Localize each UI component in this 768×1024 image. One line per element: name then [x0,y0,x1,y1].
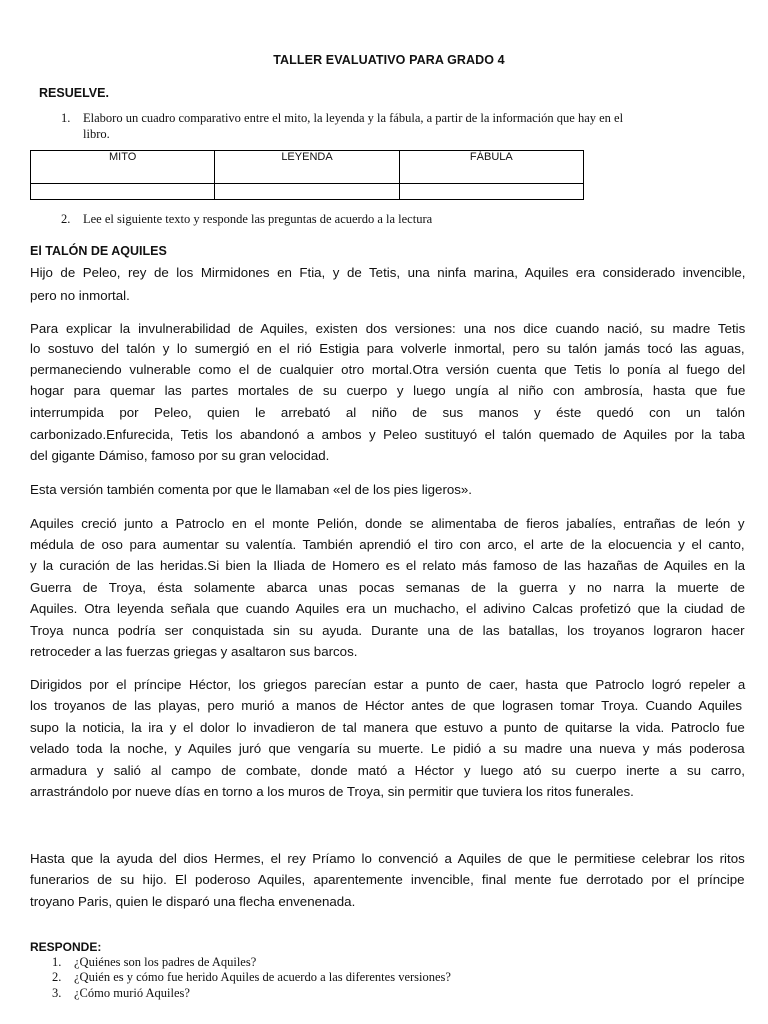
story-line: pero no inmortal. [30,288,130,303]
story-line: hogar para quemar las partes mortales de su cuerpo y luego ungía al niño con ambrosía, hasta que fue [30,383,746,398]
page-title: TALLER EVALUATIVO PARA GRADO 4 [273,53,505,67]
story-line: interrumpida por Peleo, quien le arrebató al niño de sus manos y éste quedó con un talón [30,405,746,420]
question-number: 1. [52,955,62,969]
story-line: permaneciendo vulnerable como el de cualquier otro mortal.Otra versión cuenta que Tetis lo ponía al fuego del [30,362,746,377]
story-line: los troyanos de las playas, pero murió a manos de Héctor antes de que lograsen tomar Troya. Cuando Aquiles [30,698,743,713]
story-line: Dirigidos por el príncipe Héctor, los griegos parecían estar a punto de caer, hasta que Patroclo logró repeler a [30,677,746,692]
comparison-table [30,150,584,200]
question-number: 2. [52,970,62,984]
story-line: Hijo de Peleo, rey de los Mirmidones en Ftia, y de Tetis, una ninfa marina, Aquiles era considerado invencible, [30,265,746,280]
table-header-fabula: FÁBULA [399,151,583,184]
story-line: Aquiles. Otra leyenda señala que cuando Aquiles era un muchacho, el adivino Calcas profetizó que la ciudad de [30,601,746,616]
responde-heading: RESPONDE: [30,940,102,954]
task-2-number: 2. [61,212,71,226]
story-line: troyano Paris, quien le disparó una flecha envenenada. [30,894,356,909]
story-line: Troya nunca podría ser conquistada sin su ayuda. Durante una de las batallas, los troyanos lograron hacer [30,623,745,638]
table-cell [399,184,583,200]
story-line: Para explicar la invulnerabilidad de Aquiles, existen dos versiones: una nos dice cuando nació, su madre Tetis [30,321,746,336]
task-1-line-1: Elaboro un cuadro comparativo entre el mito, la leyenda y la fábula, a partir de la información que hay en el [83,111,624,125]
story-line: Hasta que la ayuda del dios Hermes, el rey Príamo lo convenció a Aquiles de que le permitiese celebrar los ritos [30,851,745,866]
story-line: arrastrándolo por nueve días en torno a los muros de Troya, sin permitir que tuviera los ritos funerales. [30,784,634,799]
story-line: Esta versión también comenta por que le llamaban «el de los pies ligeros». [30,482,473,497]
task-1-number: 1. [61,111,71,125]
task-2-text: Lee el siguiente texto y responde las preguntas de acuerdo a la lectura [83,212,433,226]
story-line: carbonizado.Enfurecida, Tetis los abandonó a ambos y Peleo sustituyó el talón quemado de Aquiles por la taba [30,427,745,442]
table-header-leyenda: LEYENDA [215,151,399,184]
story-line: funerarios de su hijo. El poderoso Aquiles, aparentemente invencible, final mente fue derrotado por el príncipe [30,872,745,887]
table-cell [31,184,215,200]
story-line: retroceder a las fuerzas griegas y asaltaron sus barcos. [30,644,358,659]
story-title: El TALÓN DE AQUILES [30,244,167,258]
task-1-line-2: libro. [83,127,110,141]
table-header-mito: MITO [31,151,215,184]
story-line: Aquiles creció junto a Patroclo en el monte Pelión, donde se alimentaba de fieros jabalíes, entrañas de león y [30,516,745,531]
question-text: ¿Quiénes son los padres de Aquiles? [74,955,257,969]
story-line: del gigante Dámiso, famoso por su gran velocidad. [30,448,330,463]
table-cell [215,184,399,200]
question-text: ¿Cómo murió Aquiles? [74,986,190,1000]
question-text: ¿Quién es y cómo fue herido Aquiles de acuerdo a las diferentes versiones? [74,970,451,984]
story-line: Guerra de Troya, ésta solamente abarca unas pocas semanas de la guerra y no narra la muerte de [30,580,745,595]
story-line: supo la noticia, la ira y el dolor lo invadieron de tal manera que estuvo a punto de quitarse la vida. Patroclo fue [30,720,745,735]
story-line: armadura y salió al campo de combate, donde mató a Héctor y luego ató su cuerpo inerte a su carro, [30,763,745,778]
story-line: lo sostuvo del talón y lo sumergió en el rió Estigia para volverle inmortal, pero su talón jamás tocó las aguas, [30,341,745,356]
story-line: velado toda la noche, y Aquiles juró que vengaría su muerte. Le pidió a su madre una nueva y más poderosa [30,741,745,756]
story-line: y la curación de las heridas.Si bien la Iliada de Homero es el relato más famoso de las hazañas de Aquiles en la [30,558,746,573]
question-number: 3. [52,986,62,1000]
section-heading-resuelve: RESUELVE. [39,86,109,100]
story-line: médula de oso para aumentar su valentía. También aprendió el tiro con arco, el arte de la elocuencia y el canto, [30,537,745,552]
